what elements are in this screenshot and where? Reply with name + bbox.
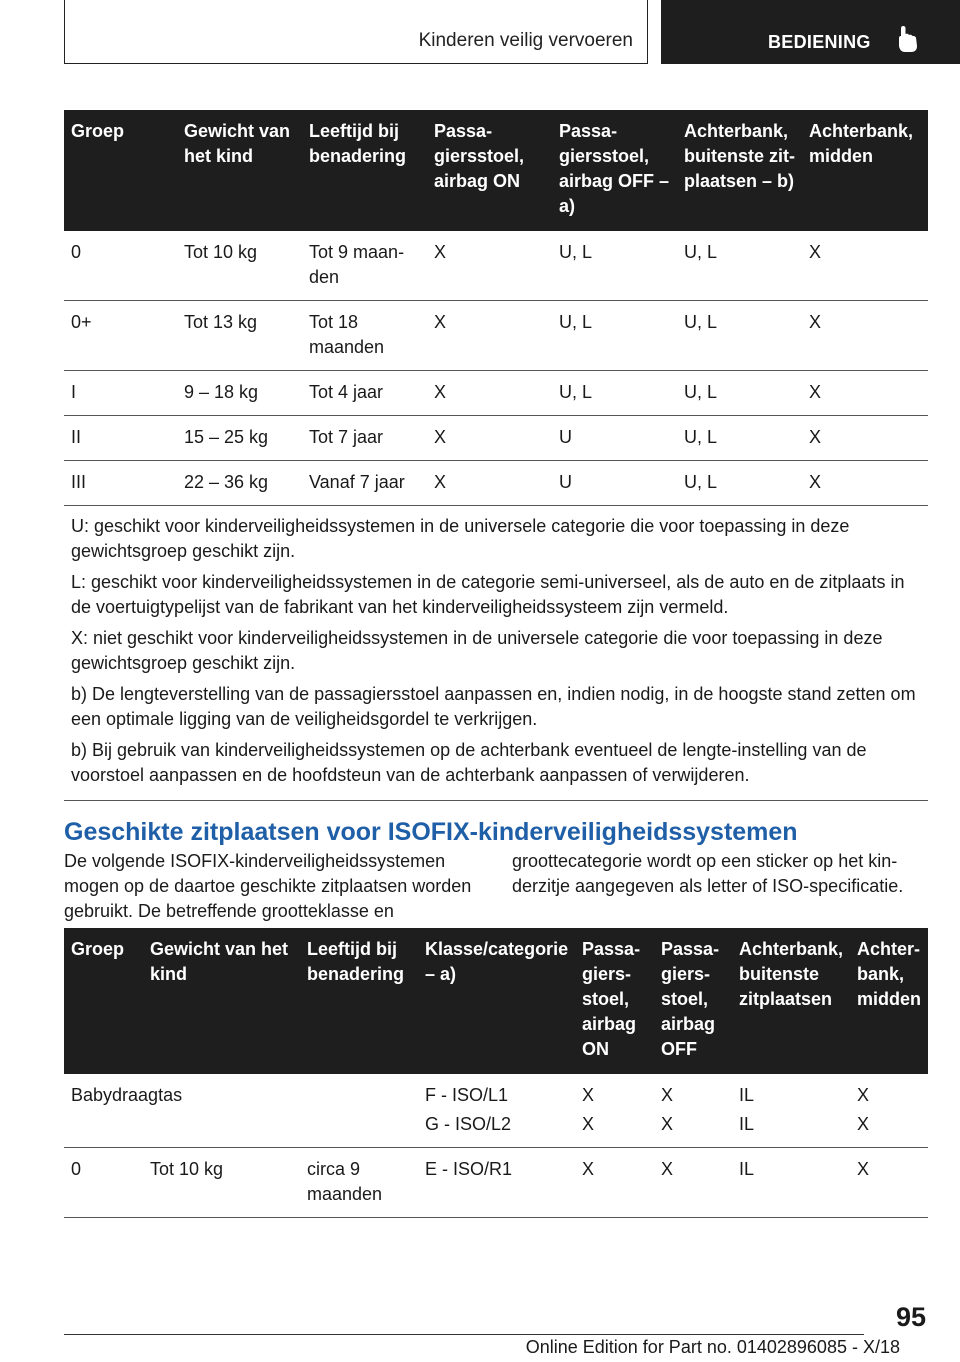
table-cell: Tot 13 kg [177,301,302,371]
isofix-table [64,928,928,1218]
col-header-leeftijd: Leeftijd bij benadering [302,110,427,231]
header-section-title: Kinderen veilig vervoeren [418,30,633,51]
table-cell [64,1110,143,1148]
table-cell: U, L [552,371,677,416]
table-cell: U [552,461,677,506]
col-header-achterbank-buitenste: Achterbank, buitenste zitplaatsen – b) [677,110,802,231]
table-cell: Tot 7 jaar [302,416,427,461]
table-cell: X [661,1085,674,1105]
table-cell: III [64,461,177,506]
col-header-achterbank-buitenste: Achterbank, buitenste zitplaatsen [732,928,850,1074]
col-header-airbag-on: Passagiersstoel, airbag ON [575,928,654,1074]
table-cell: U [552,416,677,461]
table-cell: U, L [677,231,802,301]
table-cell: IL [739,1085,755,1105]
col-header-klasse: Klasse/categorie – a) [418,928,575,1074]
table-cell: X [850,1110,928,1148]
table-cell: G - ISO/L2 [418,1110,575,1148]
table-cell: Babydraagtas [71,1085,183,1105]
table-cell: U, L [677,416,802,461]
note-b-passenger: b) De lengteverstelling van de passagiersstoel aanpassen en, indien nodig, in de hoogste stand zetten om een optimale ligging van de veiligheidsgordel te verkrijgen. [71,684,916,729]
table-notes [64,506,928,801]
table-cell: X [427,301,552,371]
header-chapter-box [661,0,960,64]
table-cell: 0+ [64,301,177,371]
table-header-row [64,110,928,231]
paragraph-left: De volgende ISOFIX-kinderveiligheidssystemen mogen op de daartoe geschikte zitplaatsen worden gebruikt. De betreffende grootteklasse en [64,851,472,921]
col-header-airbag-on: Passagiersstoel, airbag ON [427,110,552,231]
table-cell: X [857,1085,870,1105]
table-cell: Tot 4 jaar [302,371,427,416]
col-header-gewicht: Gewicht van het kind [177,110,302,231]
table-cell: X [427,231,552,301]
table-cell: Vanaf 7 jaar [302,461,427,506]
table-cell: 0 [64,1148,143,1218]
col-header-airbag-off: Passagiersstoel, airbag OFF [654,928,732,1074]
table-cell: U, L [677,371,802,416]
note-u: U: geschikt voor kinderveiligheidssystemen in de universele categorie die voor toepassing in deze gewichtsgroep geschikt zijn. [71,516,850,561]
footer-edition: Online Edition for Part no. 01402896085 - X/18 [525,1337,900,1357]
table-cell: U, L [552,231,677,301]
section-heading: Geschikte zitplaatsen voor ISOFIX-kinderveiligheidssystemen [64,818,798,846]
table-cell: Tot 10 kg [143,1148,300,1218]
table-row [64,1074,928,1110]
table-cell: E - ISO/R1 [418,1148,575,1218]
note-x: X: niet geschikt voor kinderveiligheidssystemen in de universele categorie die voor toepassing in deze gewichtsgroep geschikt zijn. [71,628,883,673]
table-cell: X [427,416,552,461]
table-cell: X [427,461,552,506]
col-header-airbag-off: Passagiersstoel, airbag OFF – a) [552,110,677,231]
table-cell: X [850,1148,928,1218]
table-header-row [64,928,928,1074]
table-cell: Tot 10 kg [177,231,302,301]
col-header-groep: Groep [64,928,143,1074]
table-cell: X [575,1148,654,1218]
table-cell: X [802,461,928,506]
table-row [64,1148,928,1218]
table-notes-row [64,506,928,801]
note-l: L: geschikt voor kinderveiligheidssystemen in de categorie semi-universeel, als de auto en de zitplaats in de voertuigtypelijst van de fabrikant van het kinderveiligheidssysteem zijn vermeld. [71,572,905,617]
table-cell: X [427,371,552,416]
table-cell: circa 9 maanden [300,1148,418,1218]
table-cell: Tot 9 maanden [302,231,427,301]
table-cell [300,1110,418,1148]
table-cell: X [802,301,928,371]
paragraph-right: groottecategorie wordt op een sticker op het kinderzitje aangegeven als letter of ISO-specificatie. [512,851,904,896]
table-cell: X [802,416,928,461]
table-cell: X [575,1110,654,1148]
table-cell: 15 – 25 kg [177,416,302,461]
table-cell: X [582,1085,595,1105]
note-b-rear: b) Bij gebruik van kinderveiligheidssystemen op de achterbank eventueel de lengte-instelling van de voorstoel aanpassen en de hoofdsteun van de achterbank aanpassen of verwijderen. [71,740,867,785]
table-row [64,231,928,301]
table-cell: U, L [552,301,677,371]
table-cell: II [64,416,177,461]
table-cell: Tot 18 maanden [302,301,427,371]
table-cell: IL [732,1148,850,1218]
table-cell: I [64,371,177,416]
col-header-achterbank-midden: Achterbank, midden [850,928,928,1074]
table-row [64,1110,928,1148]
header-chapter-title: BEDIENING [768,32,871,52]
table-row [64,371,928,416]
page-number: 95 [895,1302,926,1332]
table-cell: 0 [64,231,177,301]
col-header-achterbank-midden: Achterbank, midden [802,110,928,231]
col-header-groep: Groep [64,110,177,231]
table-cell [300,1074,418,1110]
child-seat-table [64,110,928,801]
table-cell: 9 – 18 kg [177,371,302,416]
table-cell: X [802,371,928,416]
footer-divider [64,1334,864,1335]
table-row [64,416,928,461]
table-cell: X [654,1148,732,1218]
table-cell: F - ISO/L1 [425,1085,509,1105]
table-cell: X [654,1110,732,1148]
table-cell: X [802,231,928,301]
header-section-box [64,0,648,64]
col-header-leeftijd: Leeftijd bij benadering [300,928,418,1074]
table-cell [143,1110,300,1148]
table-cell: U, L [677,301,802,371]
table-cell: 22 – 36 kg [177,461,302,506]
table-row [64,461,928,506]
table-cell: IL [732,1110,850,1148]
col-header-gewicht: Gewicht van het kind [143,928,300,1074]
table-cell: U, L [677,461,802,506]
table-row [64,301,928,371]
pointing-hand-icon [897,24,919,54]
